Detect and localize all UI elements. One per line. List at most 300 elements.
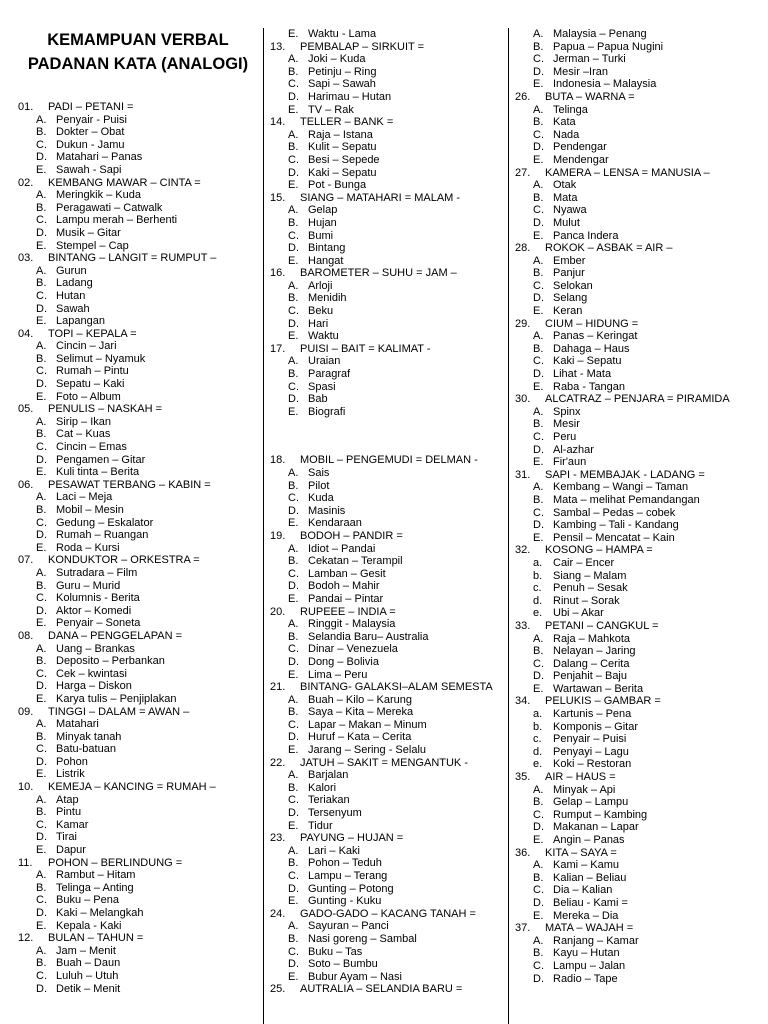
option-text: Pintu <box>56 806 82 819</box>
answer-option <box>270 845 500 858</box>
answer-option <box>515 418 765 431</box>
question-text: KOSONG – HAMPA = <box>545 544 653 557</box>
option-text: Otak <box>553 179 577 192</box>
option-letter: D. <box>533 216 544 229</box>
answer-option <box>515 444 765 457</box>
option-letter: B. <box>533 40 544 53</box>
answer-option <box>270 28 500 41</box>
option-letter: B. <box>533 342 544 355</box>
answer-option <box>18 920 258 933</box>
option-text: Ranjang – Kamar <box>553 934 639 947</box>
option-letter: A. <box>288 279 299 292</box>
option-text: Lihat - Mata <box>553 368 612 381</box>
question-number: 29. <box>515 317 531 330</box>
question-item <box>18 177 258 253</box>
option-text: Kamar <box>56 818 89 831</box>
option-letter: D. <box>533 821 544 834</box>
option-letter: A. <box>533 405 544 418</box>
answer-option <box>18 139 258 152</box>
question-number: 07. <box>18 554 34 567</box>
question-item <box>18 328 258 404</box>
option-letter: A. <box>288 128 299 141</box>
answer-option <box>270 883 500 896</box>
question-text: PEMBALAP – SIRKUIT = <box>300 40 425 53</box>
option-letter: E. <box>288 28 299 40</box>
option-text: Rinut – Sorak <box>553 594 620 607</box>
option-letter: D. <box>36 982 47 995</box>
answer-option <box>270 517 500 530</box>
question-number: 14. <box>270 116 286 129</box>
question-number: 27. <box>515 166 531 179</box>
option-letter: A. <box>36 415 47 428</box>
option-letter: E. <box>288 517 299 530</box>
answer-option <box>18 580 258 593</box>
answer-option <box>18 391 258 404</box>
option-letter: E. <box>36 163 47 176</box>
question-stem <box>515 544 765 557</box>
option-letter: B. <box>36 579 47 592</box>
spacer <box>270 418 500 454</box>
option-text: Rumah – Ruangan <box>56 529 149 542</box>
answer-option <box>270 870 500 883</box>
option-letter: D. <box>288 317 299 330</box>
option-text: Kaki – Sepatu <box>308 166 377 179</box>
column-divider-2 <box>508 28 509 1024</box>
option-text: Hujan <box>308 216 337 229</box>
option-letter: E. <box>288 668 299 681</box>
answer-option <box>515 821 765 834</box>
option-text: Dukun - Jamu <box>56 138 125 151</box>
option-text: Dong – Bolivia <box>308 655 379 668</box>
answer-option <box>18 454 258 467</box>
answer-option <box>18 365 258 378</box>
option-letter: A. <box>36 189 47 202</box>
option-text: Pohon – Teduh <box>308 857 382 870</box>
answer-option <box>270 807 500 820</box>
question-number: 24. <box>270 907 286 920</box>
answer-option <box>18 680 258 693</box>
option-letter: E. <box>533 682 544 695</box>
option-text: Komponis – Gitar <box>553 720 638 733</box>
option-text: Kata <box>553 116 576 129</box>
option-text: Mobil – Mesin <box>56 504 124 516</box>
option-text: Beku <box>308 305 334 318</box>
option-letter: D. <box>533 443 544 456</box>
option-text: Karya tulis – Penjiplakan <box>56 692 177 705</box>
question-stem <box>270 343 500 356</box>
option-letter: B. <box>288 292 299 305</box>
question-item <box>18 630 258 706</box>
option-text: Harimau – Hutan <box>308 90 392 103</box>
question-number: 03. <box>18 252 34 265</box>
question-text: MOBIL – PENGEMUDI = DELMAN - <box>300 454 478 467</box>
option-text: Joki – Kuda <box>308 53 366 66</box>
question-item <box>270 983 500 996</box>
option-text: Biografi <box>308 405 346 418</box>
option-text: Ladang <box>56 277 93 290</box>
option-text: Jerman – Turki <box>553 53 626 66</box>
option-text: Penyair – Soneta <box>56 617 141 630</box>
option-text: TV – Rak <box>308 103 354 116</box>
option-letter: D. <box>533 292 544 305</box>
answer-option <box>515 192 765 205</box>
question-item <box>515 544 765 620</box>
question-number: 04. <box>18 327 34 340</box>
question-text: POHON – BERLINDUNG = <box>48 856 183 869</box>
option-letter: B. <box>36 806 47 819</box>
answer-option <box>18 655 258 668</box>
option-letter: C. <box>288 945 299 958</box>
answer-option <box>515 28 765 41</box>
option-letter: C. <box>533 884 544 897</box>
option-text: Lampu – Terang <box>308 870 388 882</box>
option-text: Lampu – Jalan <box>553 959 626 972</box>
option-text: Buku – Tas <box>308 945 363 958</box>
option-text: Kuli tinta – Berita <box>56 466 140 479</box>
answer-option <box>18 882 258 895</box>
option-letter: c. <box>533 733 542 746</box>
question-stem <box>18 403 258 416</box>
answer-option <box>515 204 765 217</box>
option-letter: E. <box>533 305 544 318</box>
answer-option <box>270 406 500 419</box>
answer-option <box>515 267 765 280</box>
option-text: Penyair - Puisi <box>56 113 127 126</box>
question-text: BODOH – PANDIR = <box>300 529 403 542</box>
option-letter: C. <box>533 431 544 443</box>
answer-option <box>515 645 765 658</box>
answer-option <box>515 507 765 520</box>
option-text: Cair – Encer <box>553 556 615 569</box>
question-item <box>270 28 500 41</box>
answer-option <box>515 935 765 948</box>
column-divider-1 <box>263 28 264 1024</box>
answer-option <box>18 643 258 656</box>
option-text: Sirip – Ikan <box>56 415 112 428</box>
question-text: BINTANG- GALAKSI–ALAM SEMESTA <box>300 681 493 694</box>
option-letter: E. <box>288 254 299 267</box>
answer-option <box>18 819 258 832</box>
option-text: Cat – Kuas <box>56 428 111 441</box>
question-item <box>18 403 258 479</box>
option-letter: A. <box>288 844 299 857</box>
option-text: Papua – Papua Nugini <box>553 40 664 53</box>
option-letter: D. <box>36 831 47 844</box>
answer-option <box>18 592 258 605</box>
question-number: 32. <box>515 544 531 557</box>
answer-option <box>18 768 258 781</box>
option-text: Mulut <box>553 216 580 229</box>
question-text: KONDUKTOR – ORKESTRA = <box>48 554 200 567</box>
option-text: Gurun <box>56 264 87 277</box>
answer-option <box>515 721 765 734</box>
question-stem <box>270 116 500 129</box>
answer-option <box>18 126 258 139</box>
answer-option <box>270 217 500 230</box>
column-3-questions <box>515 28 765 985</box>
option-text: Pot - Bunga <box>308 179 367 192</box>
question-stem <box>18 328 258 341</box>
question-item <box>515 318 765 394</box>
answer-option <box>270 631 500 644</box>
option-text: Hangat <box>308 254 344 267</box>
option-text: Aktor – Komedi <box>56 604 132 617</box>
option-text: Besi – Sepede <box>308 153 380 166</box>
answer-option <box>18 340 258 353</box>
option-letter: D. <box>36 529 47 542</box>
answer-option <box>270 66 500 79</box>
option-letter: C. <box>288 305 299 318</box>
answer-option <box>515 897 765 910</box>
option-letter: B. <box>288 479 299 492</box>
option-letter: E. <box>36 315 47 328</box>
option-text: Peragawati – Catwalk <box>56 201 163 214</box>
answer-option <box>515 595 765 608</box>
question-item <box>270 116 500 192</box>
answer-option <box>515 947 765 960</box>
option-letter: E. <box>36 919 47 932</box>
option-text: Uang – Brankas <box>56 642 135 655</box>
question-text: PELUKIS – GAMBAR = <box>545 695 661 708</box>
option-text: Wartawan – Berita <box>553 682 644 695</box>
option-text: Angin – Panas <box>553 834 625 846</box>
answer-option <box>18 894 258 907</box>
option-letter: A. <box>36 340 47 353</box>
option-text: Harga – Diskon <box>56 680 132 693</box>
option-text: Teriakan <box>308 794 350 807</box>
answer-option <box>270 694 500 707</box>
answer-option <box>18 277 258 290</box>
answer-option <box>18 202 258 215</box>
option-text: Nelayan – Jaring <box>553 645 636 658</box>
answer-option <box>515 431 765 444</box>
question-number: 17. <box>270 342 286 355</box>
question-number: 05. <box>18 403 34 416</box>
option-text: Pendengar <box>553 141 607 154</box>
question-item <box>515 167 765 243</box>
option-letter: D. <box>36 755 47 768</box>
answer-option <box>515 406 765 419</box>
option-letter: C. <box>533 808 544 821</box>
option-letter: C. <box>533 279 544 292</box>
question-text: TELLER – BANK = <box>300 116 394 129</box>
answer-option <box>515 217 765 230</box>
answer-option <box>515 872 765 885</box>
option-letter: A. <box>533 934 544 947</box>
option-text: Mesir –Iran <box>553 65 609 78</box>
answer-option <box>270 381 500 394</box>
option-text: Pensil – Mencatat – Kain <box>553 531 675 544</box>
option-text: Gunting - Kuku <box>308 895 382 908</box>
option-text: Meringkik – Kuda <box>56 189 141 202</box>
answer-option <box>270 794 500 807</box>
option-letter: B. <box>533 493 544 506</box>
question-number: 01. <box>18 101 34 113</box>
option-letter: E. <box>36 768 47 781</box>
option-letter: E. <box>288 330 299 343</box>
option-text: Batu-batuan <box>56 743 116 756</box>
option-text: Buah – Daun <box>56 957 121 970</box>
answer-option <box>18 844 258 857</box>
option-letter: D. <box>288 882 299 895</box>
option-text: Bab <box>308 393 328 406</box>
answer-option <box>270 706 500 719</box>
option-text: Matahari – Panas <box>56 151 143 164</box>
option-letter: E. <box>288 103 299 116</box>
option-text: Buah – Kilo – Karung <box>308 693 412 706</box>
option-letter: E. <box>533 909 544 922</box>
option-text: Buku – Pena <box>56 894 119 907</box>
question-stem <box>18 252 258 265</box>
answer-option <box>515 834 765 847</box>
question-item <box>270 757 500 833</box>
answer-option <box>270 330 500 343</box>
option-text: Gunting – Potong <box>308 882 394 895</box>
answer-option <box>270 53 500 66</box>
option-text: Sais <box>308 467 330 479</box>
option-letter: C. <box>533 506 544 519</box>
option-text: Sepatu – Kaki <box>56 378 125 391</box>
option-text: Laci – Meja <box>56 491 113 504</box>
question-text: KITA – SAYA = <box>545 846 617 859</box>
question-item <box>18 479 258 555</box>
option-text: Fir'aun <box>553 456 587 469</box>
option-letter: A. <box>533 254 544 267</box>
answer-option <box>515 355 765 368</box>
question-text: GADO-GADO – KACANG TANAH = <box>300 907 476 920</box>
option-text: Kembang – Wangi – Taman <box>553 481 689 494</box>
option-letter: A. <box>36 642 47 655</box>
answer-option <box>270 895 500 908</box>
option-text: Cek – kwintasi <box>56 667 127 680</box>
question-item <box>270 267 500 343</box>
answer-option <box>270 782 500 795</box>
question-text: PADI – PETANI = <box>48 101 134 113</box>
option-text: Listrik <box>56 768 85 781</box>
option-text: Lapangan <box>56 315 105 328</box>
question-text: AIR – HAUS = <box>545 771 616 784</box>
answer-option <box>270 154 500 167</box>
question-text: KEMEJA – KANCING = RUMAH – <box>48 781 216 794</box>
answer-option <box>18 957 258 970</box>
answer-option <box>515 746 765 759</box>
answer-option <box>270 368 500 381</box>
option-text: Foto – Album <box>56 390 121 403</box>
column-3 <box>515 28 765 985</box>
option-text: Tidur <box>308 819 333 832</box>
option-text: Dokter – Obat <box>56 126 125 139</box>
option-letter: E. <box>533 531 544 544</box>
option-letter: A. <box>288 769 299 782</box>
answer-option <box>18 189 258 202</box>
option-letter: d. <box>533 594 543 607</box>
option-text: Dahaga – Haus <box>553 342 630 355</box>
option-text: Kayu – Hutan <box>553 947 620 960</box>
answer-option <box>18 756 258 769</box>
option-letter: E. <box>533 78 544 91</box>
option-letter: D. <box>533 896 544 909</box>
question-item <box>270 192 500 268</box>
option-text: Penyayi – Lagu <box>553 745 629 758</box>
option-text: Cincin – Jari <box>56 340 117 353</box>
option-letter: B. <box>36 201 47 214</box>
option-text: Sawah <box>56 302 90 315</box>
option-letter: A. <box>288 693 299 706</box>
option-text: Lampu merah – Berhenti <box>56 214 178 227</box>
answer-option <box>270 355 500 368</box>
question-stem <box>515 91 765 104</box>
option-text: Sayuran – Panci <box>308 920 389 933</box>
option-letter: E. <box>533 834 544 846</box>
answer-option <box>515 104 765 117</box>
option-text: Telinga <box>553 103 588 116</box>
question-stem <box>18 554 258 567</box>
question-item <box>515 393 765 469</box>
option-text: Kuda <box>308 492 334 505</box>
option-text: Ubi – Akar <box>553 607 604 620</box>
answer-option <box>270 505 500 518</box>
question-stem <box>18 479 258 492</box>
option-letter: D. <box>36 378 47 391</box>
option-letter: C. <box>36 592 47 605</box>
option-letter: C. <box>36 667 47 680</box>
question-number: 21. <box>270 681 286 694</box>
answer-option <box>270 568 500 581</box>
question-number: 06. <box>18 478 34 491</box>
option-text: Selokan <box>553 279 593 292</box>
option-text: Hari <box>308 317 329 330</box>
question-stem <box>18 177 258 190</box>
answer-option <box>18 428 258 441</box>
question-stem <box>18 706 258 719</box>
answer-option <box>270 971 500 984</box>
answer-option <box>515 280 765 293</box>
option-text: Peru <box>553 431 577 443</box>
option-text: Kartunis – Pena <box>553 708 632 721</box>
option-text: Kambing – Tali - Kandang <box>553 519 679 532</box>
answer-option <box>18 466 258 479</box>
answer-option <box>515 960 765 973</box>
answer-option <box>515 154 765 167</box>
question-stem <box>515 242 765 255</box>
answer-option <box>18 353 258 366</box>
question-number: 28. <box>515 242 531 255</box>
option-text: Idiot – Pandai <box>308 542 376 555</box>
option-letter: A. <box>533 28 544 40</box>
option-text: Tersenyum <box>308 807 362 820</box>
answer-option <box>515 129 765 142</box>
question-text: PENULIS – NASKAH = <box>48 403 163 416</box>
column-1 <box>18 0 258 995</box>
option-text: Sambal – Pedas – cobek <box>553 506 676 519</box>
option-letter: E. <box>288 744 299 757</box>
option-letter: D. <box>288 504 299 517</box>
question-number: 34. <box>515 695 531 708</box>
option-letter: A. <box>36 566 47 579</box>
option-letter: C. <box>36 743 47 756</box>
answer-option <box>270 393 500 406</box>
answer-option <box>515 733 765 746</box>
answer-option <box>515 368 765 381</box>
option-text: Nasi goreng – Sambal <box>308 932 417 945</box>
option-letter: D. <box>36 302 47 315</box>
option-letter: E. <box>36 466 47 479</box>
option-letter: C. <box>288 567 299 580</box>
answer-option <box>515 53 765 66</box>
question-text: SAPI - MEMBAJAK - LADANG = <box>545 468 705 481</box>
option-letter: D. <box>533 972 544 985</box>
answer-option <box>18 164 258 177</box>
